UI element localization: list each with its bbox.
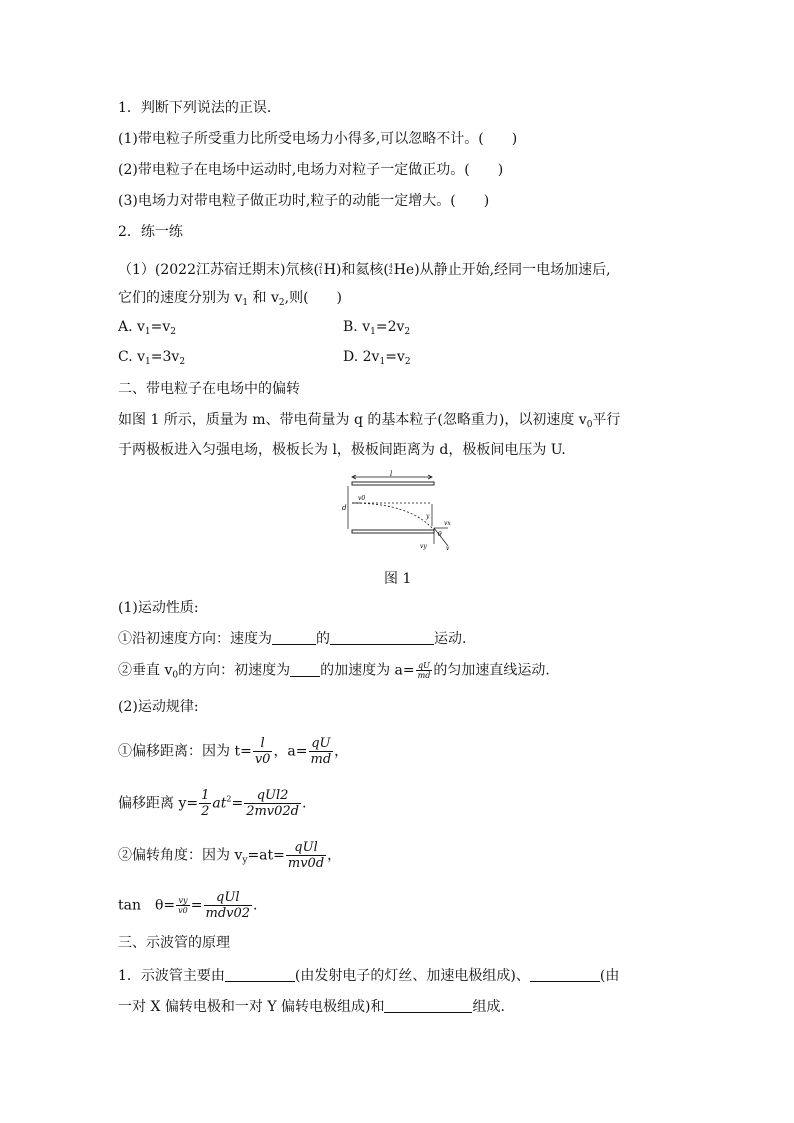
tan-den-1: v0 bbox=[178, 906, 188, 915]
mn1-b: 的 bbox=[316, 631, 330, 647]
motion-nature-title: (1)运动性质: bbox=[118, 600, 199, 616]
ml4-a: tan θ= bbox=[118, 897, 176, 914]
option-d-mid: =v bbox=[385, 349, 405, 365]
ml4-b: = bbox=[190, 897, 203, 914]
t-fraction bbox=[253, 736, 273, 767]
mn2-sub: 0 bbox=[172, 670, 179, 681]
q2-stem-line2 bbox=[118, 289, 342, 312]
a-den: md bbox=[310, 752, 332, 767]
deflection-figure bbox=[340, 470, 460, 556]
motion-law-4 bbox=[118, 890, 258, 921]
option-c-mid: =3v bbox=[150, 349, 180, 365]
half-num: 1 bbox=[201, 788, 210, 803]
ml2-a: 偏移距离 y= bbox=[118, 795, 199, 812]
option-b-sub2: 2 bbox=[404, 327, 411, 337]
q2-stem-line1 bbox=[118, 261, 611, 279]
intro-line2: 于两极板进入匀强电场，极板长为 l，极板间距离为 d，极板间电压为 U. bbox=[118, 442, 566, 458]
q2-stem-line2-b: 和 v bbox=[252, 290, 279, 306]
intro-line1 bbox=[118, 411, 620, 434]
helium-z: 2 bbox=[388, 269, 393, 276]
ml1-b: ，a= bbox=[273, 743, 308, 760]
q2-stem-line2-c: ,则( ) bbox=[284, 290, 343, 306]
ml2-d: . bbox=[302, 795, 307, 812]
mn1-c: 运动. bbox=[434, 631, 467, 647]
mn2-a: ②垂直 v bbox=[118, 662, 173, 679]
osc-line1 bbox=[118, 967, 619, 985]
label-vy: vy bbox=[420, 543, 427, 550]
section2-title: 二、带电粒子在电场中的偏转 bbox=[118, 381, 300, 397]
label-d: d bbox=[342, 504, 347, 512]
mn2-b: 的方向：初速度为 bbox=[178, 662, 291, 679]
osc-a: 1．示波管主要由 bbox=[118, 968, 225, 984]
ml2-sup: 2 bbox=[226, 794, 232, 804]
t-num: l bbox=[260, 736, 265, 751]
osc-b: (由发射电子的灯丝、加速电极组成)、 bbox=[294, 968, 530, 984]
option-c-label: C. v bbox=[118, 349, 146, 365]
ml3-sub: y bbox=[242, 855, 248, 866]
option-b bbox=[343, 318, 410, 341]
intro-line1-tail: 平行 bbox=[592, 412, 621, 428]
ml3-c: ， bbox=[327, 847, 342, 864]
option-c-sub2: 2 bbox=[179, 357, 186, 367]
bottom-plate bbox=[352, 530, 434, 533]
accel-fraction bbox=[416, 661, 433, 680]
ml1-c: ， bbox=[334, 743, 349, 760]
trajectory bbox=[352, 503, 434, 530]
motion-nature-1 bbox=[118, 630, 466, 648]
a-fraction bbox=[309, 736, 334, 767]
q2-stem-line2-a: 它们的速度分别为 v bbox=[118, 290, 243, 306]
osc-line2 bbox=[118, 998, 505, 1016]
motion-law-3 bbox=[118, 840, 341, 871]
vy-fraction bbox=[286, 840, 326, 871]
option-a bbox=[118, 318, 176, 341]
tan-den-2: mdv02 bbox=[205, 906, 251, 921]
option-c-sub1: 1 bbox=[145, 357, 151, 367]
vy-den: mv0d bbox=[287, 856, 325, 871]
tan-num-1: vy bbox=[178, 896, 188, 905]
section3-title: 三、示波管的原理 bbox=[118, 935, 230, 951]
option-a-label: A. v bbox=[118, 319, 145, 335]
q2-title: 2．练一练 bbox=[118, 224, 183, 240]
y-den: 2mv02d bbox=[246, 804, 299, 819]
option-a-sub2: 2 bbox=[170, 327, 177, 337]
tan-fraction-2 bbox=[204, 890, 253, 921]
top-plate bbox=[352, 482, 434, 485]
accel-num: qU bbox=[418, 661, 430, 670]
helium-mass: 4 bbox=[388, 263, 393, 270]
accel-den: md bbox=[417, 671, 431, 680]
helium-symbol bbox=[389, 264, 393, 276]
ml4-c: . bbox=[253, 897, 258, 914]
half-fraction bbox=[199, 788, 211, 819]
blank-mn2[interactable] bbox=[290, 662, 320, 677]
intro-v0-sub: 0 bbox=[586, 420, 593, 430]
blank-osc-2[interactable] bbox=[530, 967, 600, 982]
mn1-a: ①沿初速度方向：速度为 bbox=[118, 631, 272, 647]
vy-num: qUl bbox=[294, 840, 318, 855]
option-d-label: D. 2v bbox=[343, 349, 380, 365]
blank-osc-1[interactable] bbox=[225, 967, 295, 982]
y-num: qUl2 bbox=[256, 788, 289, 803]
v2-sub: 2 bbox=[278, 298, 285, 308]
ml2-c: = bbox=[231, 795, 244, 812]
figure-caption: 图 1 bbox=[384, 571, 412, 587]
deuterium-symbol bbox=[319, 264, 323, 276]
blank-osc-3[interactable] bbox=[384, 998, 472, 1013]
a-num: qU bbox=[311, 736, 331, 751]
option-a-mid: =v bbox=[150, 319, 171, 335]
t-den: v0 bbox=[254, 752, 271, 767]
q2-stem-part-a: （1）(2022江苏宿迁期末)氘核( bbox=[118, 262, 319, 278]
q1-item-3: (3)电场力对带电粒子做正功时,粒子的动能一定增大。( ) bbox=[118, 193, 490, 209]
motion-nature-2 bbox=[118, 661, 550, 685]
q2-stem-part-b: H)和氦核( bbox=[323, 262, 389, 278]
v1-sub: 1 bbox=[242, 298, 249, 308]
motion-law-title: (2)运动规律: bbox=[118, 699, 199, 715]
ml1-a: ①偏移距离：因为 t= bbox=[118, 743, 252, 760]
ml2-b: at bbox=[212, 795, 227, 812]
q1-item-1: (1)带电粒子所受重力比所受电场力小得多,可以忽略不计。( ) bbox=[118, 131, 518, 147]
intro-line1-text: 如图 1 所示，质量为 m、带电荷量为 q 的基本粒子(忽略重力)，以初速度 v bbox=[118, 412, 587, 428]
label-theta: θ bbox=[438, 531, 442, 538]
option-b-label: B. v bbox=[343, 319, 371, 335]
label-v0: v0 bbox=[358, 495, 366, 502]
motion-law-1 bbox=[118, 736, 348, 767]
label-l: l bbox=[390, 470, 393, 478]
option-d bbox=[343, 348, 411, 371]
option-b-sub1: 1 bbox=[370, 327, 376, 337]
q1-item-2: (2)带电粒子在电场中运动时,电场力对粒子一定做正功。( ) bbox=[118, 162, 504, 178]
option-a-sub1: 1 bbox=[144, 327, 151, 337]
mn2-c: 的加速度为 a= bbox=[320, 662, 415, 679]
blank-mn1-1[interactable] bbox=[272, 630, 316, 645]
label-y: y bbox=[426, 513, 430, 520]
label-v: v bbox=[446, 545, 450, 552]
mn2-d: 的匀加速直线运动. bbox=[433, 662, 550, 679]
option-d-sub2: 2 bbox=[404, 357, 411, 367]
y-fraction bbox=[244, 788, 301, 819]
blank-mn1-2[interactable] bbox=[330, 630, 434, 645]
option-d-sub1: 1 bbox=[379, 357, 386, 367]
label-vx: vx bbox=[444, 520, 451, 527]
motion-law-2 bbox=[118, 788, 306, 819]
osc-line2-a: 一对 X 偏转电极和一对 Y 偏转电极组成)和 bbox=[118, 999, 385, 1015]
option-b-mid: =2v bbox=[375, 319, 405, 335]
half-den: 2 bbox=[201, 804, 210, 819]
option-c bbox=[118, 348, 185, 371]
deuterium-mass: 2 bbox=[318, 263, 323, 270]
q1-title: 1．判断下列说法的正误． bbox=[118, 100, 281, 116]
osc-line2-b: 组成. bbox=[472, 999, 505, 1015]
tan-fraction-1 bbox=[176, 896, 190, 915]
ml3-a: ②偏转角度：因为 v bbox=[118, 847, 243, 864]
q2-stem-part-c: He)从静止开始,经同一电场加速后, bbox=[393, 262, 611, 278]
ml3-b: =at= bbox=[247, 847, 285, 864]
osc-c: (由 bbox=[599, 968, 620, 984]
deuterium-z: 1 bbox=[318, 269, 323, 276]
tan-num-2: qUl bbox=[216, 890, 240, 905]
